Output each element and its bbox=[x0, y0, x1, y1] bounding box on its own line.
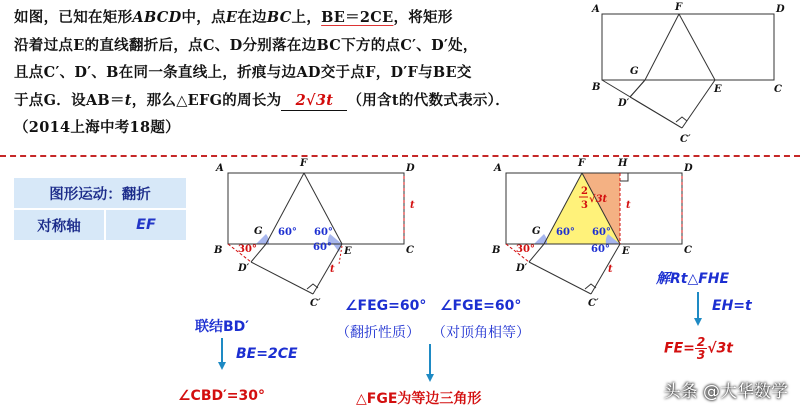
label-E: E bbox=[622, 246, 630, 257]
concept-table bbox=[12, 176, 188, 242]
label-A: A bbox=[216, 163, 224, 174]
frac-denominator: 3 bbox=[696, 348, 706, 362]
arrow-down-icon bbox=[694, 292, 702, 326]
motion-tag: 图形运动：翻折 bbox=[13, 177, 187, 209]
text: 中，点 bbox=[181, 9, 226, 26]
angle-label: 60° bbox=[313, 242, 332, 253]
note-vertical-angle: （对顶角相等） bbox=[432, 325, 530, 341]
label-G: G bbox=[254, 226, 263, 237]
label-B: B bbox=[214, 245, 223, 256]
label-t: t bbox=[608, 264, 613, 275]
note-connect: 联结BD′ bbox=[195, 319, 249, 335]
angle-label-30: 30° bbox=[238, 244, 257, 255]
frac-radical: √3t bbox=[707, 340, 733, 357]
label-G: G bbox=[630, 66, 639, 77]
note-fe bbox=[664, 336, 733, 361]
text: t bbox=[124, 91, 132, 109]
text: BC bbox=[266, 9, 292, 26]
label-B: B bbox=[592, 82, 601, 93]
figure-analysis-1 bbox=[200, 156, 430, 306]
text: 于点G．设AB＝ bbox=[14, 91, 125, 109]
label-C: C bbox=[406, 245, 414, 256]
angle-label: 60° bbox=[556, 227, 575, 238]
text: ，那么△EFG的周长为 bbox=[131, 91, 282, 109]
text: ，将矩形 bbox=[393, 9, 453, 26]
watermark: 头条 @大华数学 bbox=[663, 382, 788, 402]
angle-label: 60° bbox=[591, 244, 610, 255]
fraction bbox=[695, 336, 707, 361]
problem-line-4 bbox=[14, 87, 589, 115]
label-Dprime: D′ bbox=[516, 263, 528, 274]
text: ABCD bbox=[132, 9, 182, 26]
note-cbd: ∠CBD′=30° bbox=[178, 388, 266, 404]
frac-denominator: 3 bbox=[581, 200, 588, 211]
label-F: F bbox=[578, 158, 586, 169]
figure-original bbox=[590, 2, 790, 152]
axis-value: EF bbox=[105, 209, 187, 241]
axis-label: 对称轴 bbox=[13, 209, 105, 241]
label-D: D bbox=[406, 163, 415, 174]
frac-radical: √3t bbox=[589, 194, 608, 205]
arrow-down-icon bbox=[218, 338, 226, 370]
label-Cprime: C′ bbox=[310, 298, 321, 306]
label-C: C bbox=[774, 84, 782, 95]
angle-label-30: 30° bbox=[516, 244, 535, 255]
label-t: t bbox=[626, 200, 631, 211]
problem-line-3: 且点C′、D′、B在同一条直线上，折痕与边AD交于点F，D′F与BE交 bbox=[14, 64, 472, 81]
angle-label: 60° bbox=[592, 227, 611, 238]
problem-line-1 bbox=[14, 4, 589, 32]
label-Dprime: D′ bbox=[618, 98, 630, 109]
note-eh: EH=t bbox=[712, 298, 752, 314]
note-solve: 解Rt△FHE bbox=[656, 271, 730, 287]
angle-label: 60° bbox=[314, 227, 333, 238]
label-E: E bbox=[714, 84, 722, 95]
label-F: F bbox=[675, 2, 683, 13]
problem-source: （2014上海中考18题） bbox=[14, 119, 180, 136]
key-condition: BE＝2CE bbox=[321, 9, 394, 26]
note-fold-property: （翻折性质） bbox=[336, 325, 420, 341]
label-C: C bbox=[684, 245, 692, 256]
label-D: D bbox=[776, 4, 785, 15]
label-t: t bbox=[330, 264, 335, 275]
frac-numerator: 2 bbox=[581, 186, 588, 197]
label-G: G bbox=[532, 226, 541, 237]
note-fge: ∠FGE=60° bbox=[440, 298, 522, 314]
note-equilateral: △FGE为等边三角形 bbox=[356, 391, 482, 407]
label-H: H bbox=[618, 158, 628, 169]
text: 如图，已知在矩形 bbox=[14, 9, 133, 26]
text: 上， bbox=[291, 9, 322, 26]
text: FE= bbox=[664, 340, 695, 357]
label-A: A bbox=[592, 4, 600, 15]
label-Cprime: C′ bbox=[680, 134, 691, 145]
label-Cprime: C′ bbox=[588, 298, 599, 306]
note-be2ce: BE=2CE bbox=[236, 346, 298, 362]
note-feg: ∠FEG=60° bbox=[345, 298, 427, 314]
angle-label: 60° bbox=[278, 227, 297, 238]
frac-numerator: 2 bbox=[696, 335, 706, 349]
text: E bbox=[225, 9, 238, 26]
text: （用含t的代数式表示）． bbox=[347, 91, 511, 109]
problem-statement bbox=[14, 4, 589, 142]
label-F: F bbox=[300, 158, 308, 169]
problem-line-2: 沿着过点E的直线翻折后，点C、D分别落在边BC下方的点C′、D′处， bbox=[14, 36, 478, 54]
label-B: B bbox=[492, 245, 501, 256]
label-t: t bbox=[410, 200, 415, 211]
label-D: D bbox=[684, 163, 693, 174]
answer-blank: 2√3t bbox=[281, 91, 347, 111]
label-E: E bbox=[344, 246, 352, 257]
label-A: A bbox=[494, 163, 502, 174]
text: 在边 bbox=[237, 9, 267, 26]
label-Dprime: D′ bbox=[238, 263, 250, 274]
arrow-down-icon bbox=[426, 344, 434, 382]
